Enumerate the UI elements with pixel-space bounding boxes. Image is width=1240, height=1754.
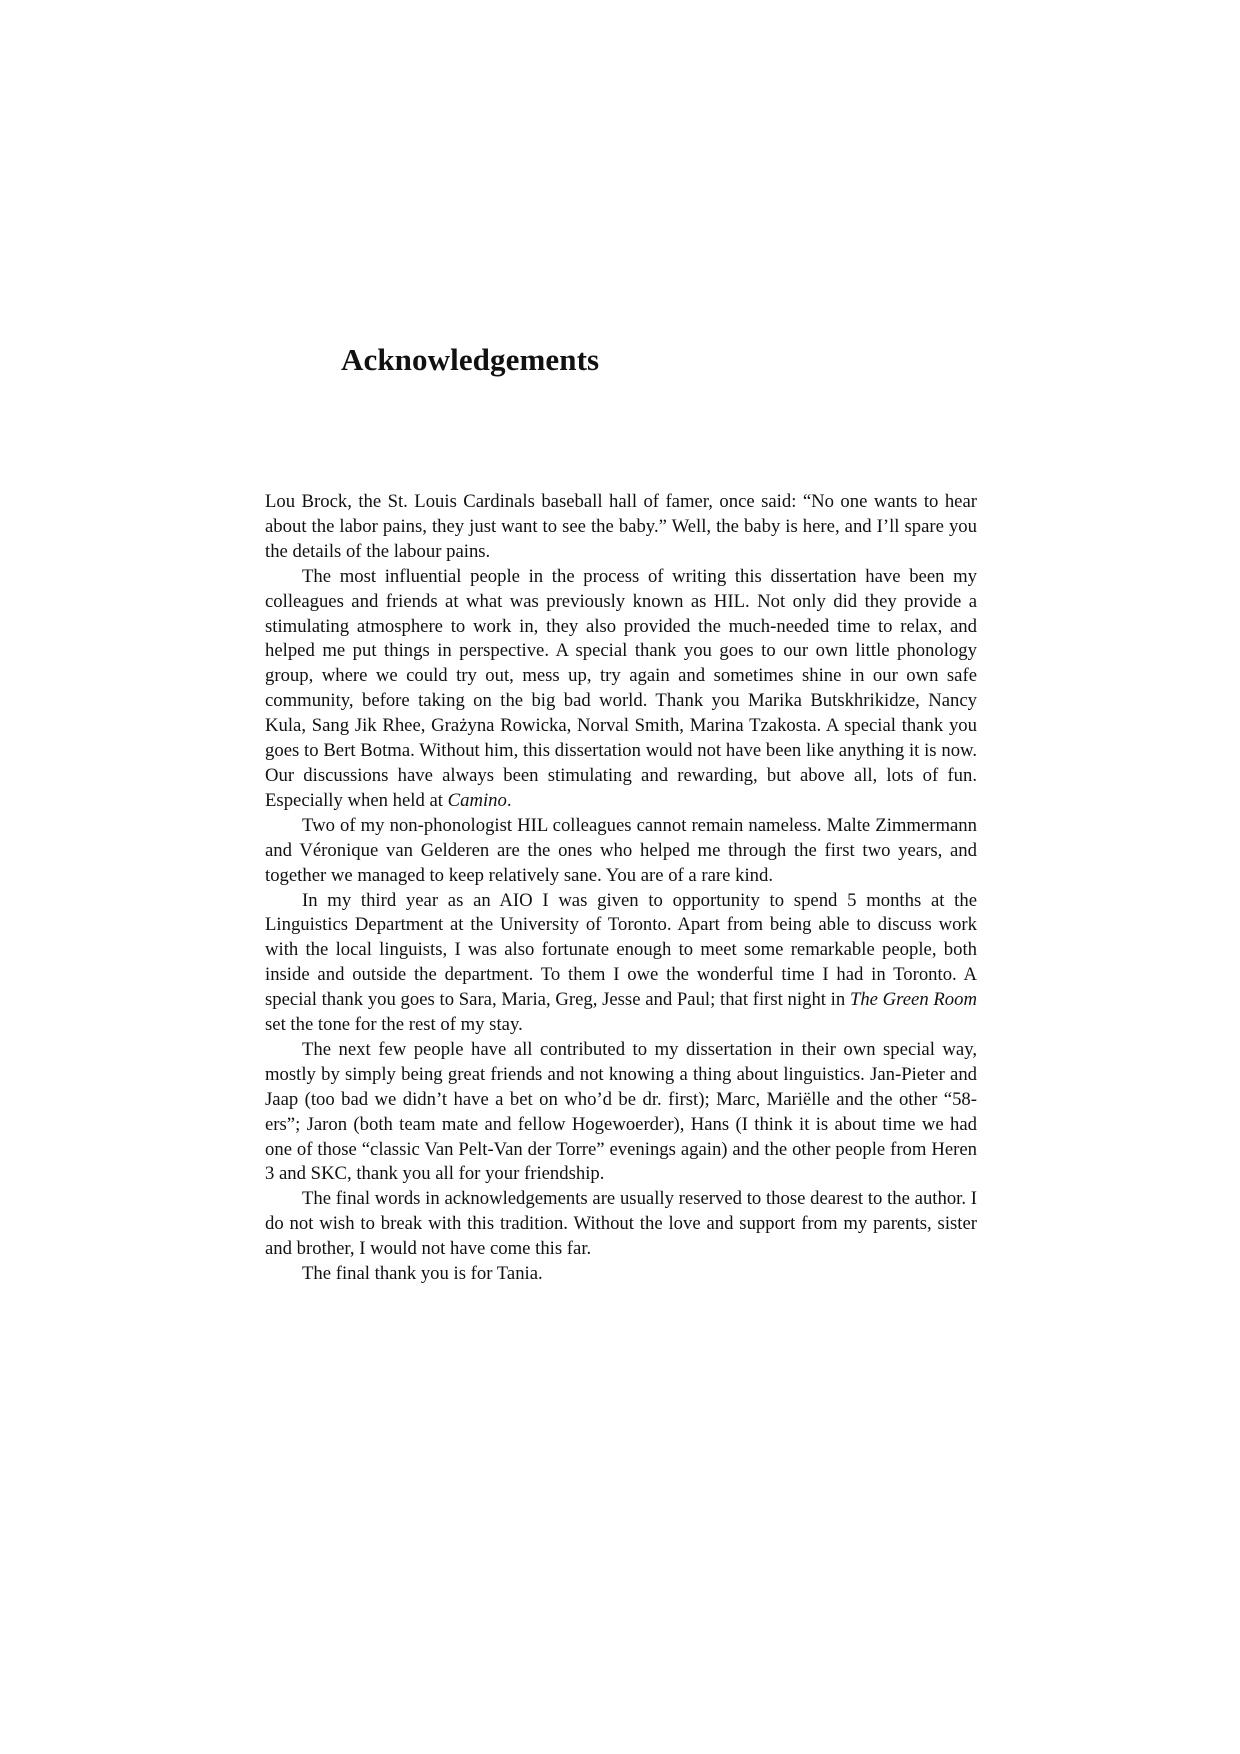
text-run: . [506, 789, 512, 811]
paragraph [265, 565, 977, 814]
paragraph [265, 490, 977, 565]
text-run: set the tone for the rest of my stay. [265, 1014, 523, 1036]
text-run: The most influential people in the process of writing this dissertation have been my colleagues and friends at what was previously known as HIL. Not only did they provide a stimulating atmosphere to work in, they also provided the much-needed time to relax, and helped me put things in perspective. A special thank you goes to our own little phonology group, where we could try out, mess up, try again and sometimes shine in our own safe community, before taking on the big bad world. Thank you Marika Butskhrikidze, Nancy Kula, Sang Jik Rhee, Grażyna Rowicka, Norval Smith, Marina Tzakosta. A special thank you goes to Bert Botma. Without him, this dissertation would not have been like anything it is now. Our discussions have always been stimulating and rewarding, but above all, lots of fun. Especially when held at [265, 565, 977, 811]
paragraph [265, 814, 977, 889]
paragraph [265, 889, 977, 1038]
italic-text-run: Camino [447, 789, 507, 811]
text-run: The final words in acknowledgements are usually reserved to those dearest to the author. I do not wish to break with this tradition. Without the love and support from my parents, sister and brother, I would not have come this far. [265, 1188, 977, 1260]
paragraph [265, 1187, 977, 1262]
page-title: Acknowledgements [341, 342, 600, 377]
text-run: The next few people have all contributed to my dissertation in their own special way, mostly by simply being great friends and not knowing a thing about linguistics. Jan-Pieter and Jaap (too bad we didn’t have a bet on who’d be dr. first); Marc, Mariëlle and the other “58-ers”; Jaron (both team mate and fellow Hogewoerder), Hans (I think it is about time we had one of those “classic Van Pelt-Van der Torre” evenings again) and the other people from Heren 3 and SKC, thank you all for your friendship. [265, 1038, 977, 1185]
text-run: In my third year as an AIO I was given to opportunity to spend 5 months at the Linguistics Department at the University of Toronto. Apart from being able to discuss work with the local linguists, I was also fortunate enough to meet some remarkable people, both inside and outside the department. To them I owe the wonderful time I had in Toronto. A special thank you goes to Sara, Maria, Greg, Jesse and Paul; that first night in [265, 889, 977, 1011]
italic-text-run: The Green Room [849, 989, 977, 1011]
paragraph [265, 1262, 977, 1287]
text-run: The final thank you is for Tania. [302, 1263, 543, 1285]
text-run: Two of my non-phonologist HIL colleagues cannot remain nameless. Malte Zimmermann and Véronique van Gelderen are the ones who helped me through the first two years, and together we managed to keep relatively sane. You are of a rare kind. [265, 814, 977, 886]
text-run: Lou Brock, the St. Louis Cardinals baseball hall of famer, once said: “No one wants to hear about the labor pains, they just want to see the baby.” Well, the baby is here, and I’ll spare you the details of the labour pains. [265, 491, 977, 562]
paragraph [265, 1038, 977, 1187]
acknowledgements-body [265, 490, 977, 1287]
